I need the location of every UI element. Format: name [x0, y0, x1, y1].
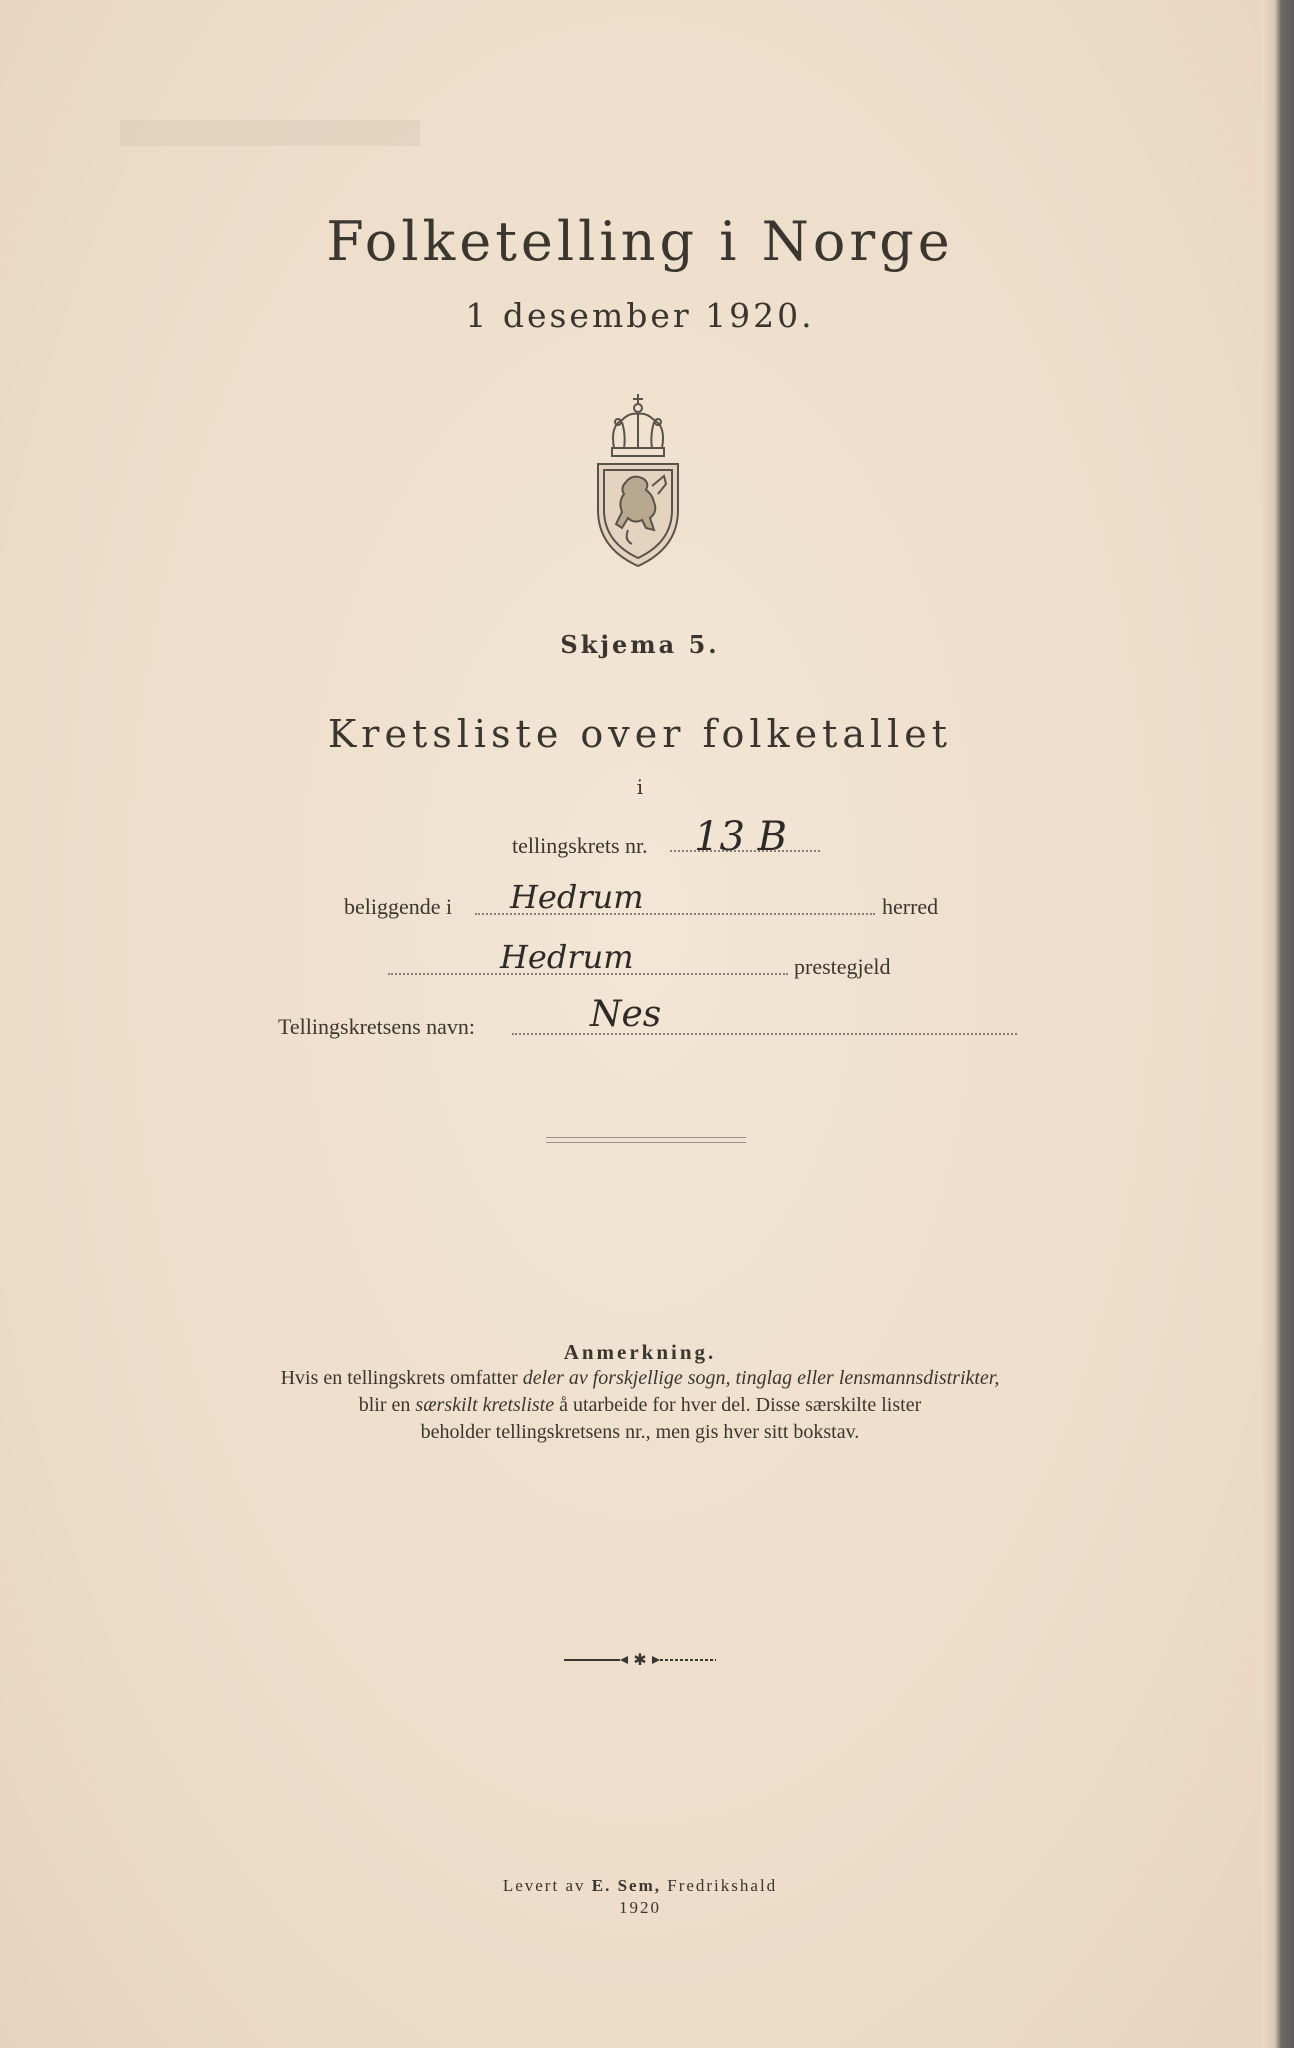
- census-date: 1 desember 1920.: [465, 296, 815, 335]
- document-title: Folketelling i Norge: [326, 210, 954, 273]
- note-heading: Anmerkning.: [563, 1340, 717, 1364]
- note-line-3: beholder tellingskretsens nr., men gis hver sitt bokstav.: [420, 1421, 860, 1443]
- printer-credit: [0, 1876, 1280, 1896]
- ornament-divider-icon: [560, 1650, 720, 1670]
- note-line-2-text-a: blir en: [358, 1394, 416, 1416]
- printer-city: Fredrikshald: [660, 1876, 778, 1895]
- svg-text:✱: ✱: [633, 1650, 647, 1669]
- note-line-1-text: Hvis en tellingskrets omfatter: [280, 1367, 523, 1389]
- schema-number: Skjema 5.: [560, 630, 720, 659]
- note-line-1: [180, 1367, 1100, 1390]
- note-line-1-italic: deler av forskjellige sogn, tinglag eller lensmannsdistrikter,: [522, 1367, 1000, 1389]
- note-line-2-italic: særskilt kretsliste: [415, 1394, 555, 1416]
- form-subtitle: Kretsliste over folketallet: [327, 712, 953, 756]
- printer-name: E. Sem,: [591, 1876, 661, 1895]
- prestegjeld-label: prestegjeld: [794, 954, 891, 979]
- beliggende-label: beliggende i: [344, 894, 453, 919]
- tellingskrets-label: tellingskrets nr.: [512, 833, 648, 858]
- scanner-right-edge: [1262, 0, 1294, 2048]
- note-line-2-text-c: å utarbeide for hver del. Disse særskilte lister: [554, 1394, 922, 1416]
- norwegian-coat-of-arms-icon: [588, 390, 688, 570]
- printer-prefix: Levert av: [502, 1876, 592, 1895]
- herred-label: herred: [882, 894, 939, 919]
- navn-line: [512, 1033, 1017, 1035]
- beliggende-value: Hedrum: [510, 878, 644, 916]
- tellingskrets-value: 13 B: [694, 814, 788, 860]
- connector-word: i: [636, 775, 644, 799]
- navn-label: Tellingskretsens navn:: [278, 1014, 476, 1039]
- note-line-2: [180, 1394, 1100, 1417]
- printer-year: 1920: [619, 1898, 661, 1917]
- prestegjeld-value: Hedrum: [500, 938, 634, 976]
- section-divider: [546, 1137, 746, 1143]
- navn-value: Nes: [590, 994, 662, 1035]
- faded-stamp: [120, 120, 420, 146]
